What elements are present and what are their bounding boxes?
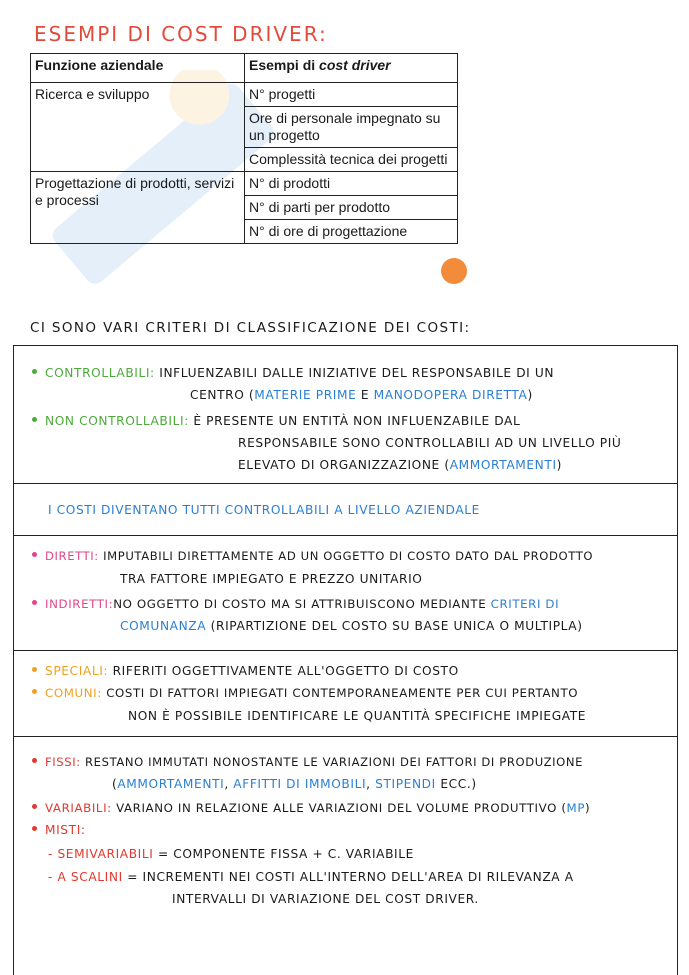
- misti-label: MISTI:: [32, 823, 86, 837]
- page-title: ESEMPI DI COST DRIVER:: [34, 22, 328, 46]
- comuni-line-1: COMUNI: COSTI DI FATTORI IMPIEGATI CONTEMPORANEAMENTE PER CUI PERTANTO: [32, 686, 578, 700]
- a-scalini-line-1: - A SCALINI = INCREMENTI NEI COSTI ALL'INTERNO DELL'AREA DI RILEVANZA A: [48, 870, 574, 884]
- non-controllabili-line-3: ELEVATO DI ORGANIZZAZIONE (AMMORTAMENTI): [238, 458, 562, 472]
- indiretti-line-2: COMUNANZA (RIPARTIZIONE DEL COSTO SU BASE UNICA O MULTIPLA): [120, 619, 583, 633]
- indiretti-line-1: INDIRETTI:NO OGGETTO DI COSTO MA SI ATTRIBUISCONO MEDIANTE CRITERI DI: [32, 597, 559, 611]
- header-funzione: Funzione aziendale: [31, 54, 245, 83]
- function-cell: Ricerca e sviluppo: [31, 83, 245, 172]
- semivariabili-line: - SEMIVARIABILI = COMPONENTE FISSA + C. VARIABILE: [48, 847, 414, 861]
- non-controllabili-line-2: RESPONSABILE SONO CONTROLLABILI AD UN LIVELLO PIÙ: [238, 436, 622, 450]
- highlight-dot: [441, 258, 467, 284]
- variabili-line-1: VARIABILI: VARIANO IN RELAZIONE ALLE VARIAZIONI DEL VOLUME PRODUTTIVO (MP): [32, 801, 590, 815]
- driver-cell: N° di prodotti: [245, 172, 458, 196]
- table-header-row: [31, 54, 458, 83]
- driver-cell: Complessità tecnica dei progetti: [245, 148, 458, 172]
- section-divider: [13, 736, 678, 737]
- function-cell: Progettazione di prodotti, servizi e processi: [31, 172, 245, 244]
- speciali-line-1: SPECIALI: RIFERITI OGGETTIVAMENTE ALL'OGGETTO DI COSTO: [32, 664, 459, 678]
- non-controllabili-line-1: NON CONTROLLABILI: È PRESENTE UN ENTITÀ NON INFLUENZABILE DAL: [32, 414, 520, 428]
- driver-cell: N° progetti: [245, 83, 458, 107]
- table-row: [31, 172, 458, 196]
- driver-cell: N° di parti per prodotto: [245, 196, 458, 220]
- table-row: [31, 83, 458, 107]
- cost-driver-table: [30, 53, 458, 244]
- intro-text: CI SONO VARI CRITERI DI CLASSIFICAZIONE DEI COSTI:: [30, 320, 471, 336]
- section-divider: [13, 650, 678, 651]
- driver-cell: N° di ore di progettazione: [245, 220, 458, 244]
- diretti-line-2: TRA FATTORE IMPIEGATO E PREZZO UNITARIO: [120, 572, 423, 586]
- controllabili-aziendale-note: I COSTI DIVENTANO TUTTI CONTROLLABILI A LIVELLO AZIENDALE: [48, 503, 480, 517]
- fissi-line-2: (AMMORTAMENTI, AFFITTI DI IMMOBILI, STIPENDI ECC.): [112, 777, 477, 791]
- comuni-line-2: NON È POSSIBILE IDENTIFICARE LE QUANTITÀ SPECIFICHE IMPIEGATE: [128, 709, 587, 723]
- driver-cell: Ore di personale impegnato su un progetto: [245, 107, 458, 148]
- fissi-line-1: FISSI: RESTANO IMMUTATI NONOSTANTE LE VARIAZIONI DEI FATTORI DI PRODUZIONE: [32, 755, 583, 769]
- a-scalini-line-2: INTERVALLI DI VARIAZIONE DEL COST DRIVER.: [172, 892, 479, 906]
- section-divider: [13, 535, 678, 536]
- diretti-line-1: DIRETTI: IMPUTABILI DIRETTAMENTE AD UN OGGETTO DI COSTO DATO DAL PRODOTTO: [32, 549, 593, 563]
- section-divider: [13, 483, 678, 484]
- controllabili-line-2: CENTRO (MATERIE PRIME E MANODOPERA DIRETTA): [190, 388, 533, 402]
- header-esempi: Esempi di cost driver: [245, 54, 458, 83]
- controllabili-line-1: CONTROLLABILI: INFLUENZABILI DALLE INIZIATIVE DEL RESPONSABILE DI UN: [32, 366, 554, 380]
